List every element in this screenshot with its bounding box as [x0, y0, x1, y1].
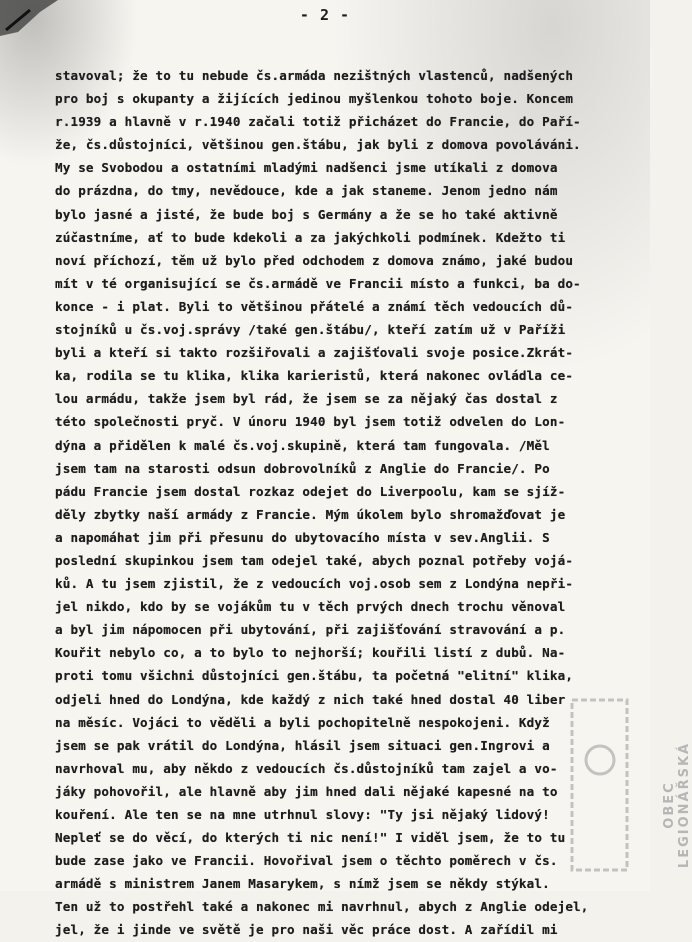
- text-line: kouření. Ale ten se na mne utrhnul slovy: "Ty jsi nějaký lidový!: [55, 807, 550, 822]
- text-line: lou armádu, takže jsem byl rád, že jsem se za nějaký čas dostal z: [55, 391, 558, 407]
- text-line: děly zbytky naší armády z Francie. Mým úkolem bylo shromažďovat je: [55, 506, 566, 522]
- text-line: odjeli hned do Londýna, kde každý z nich také hned dostal 40 liber: [55, 691, 566, 707]
- text-line: ků. A tu jsem zjistil, že z vedoucích voj.osob sem z Londýna nepři-: [55, 576, 574, 592]
- text-line: noví příchozí, těm už bylo před odchodem z domova známo, jaké budou: [55, 252, 574, 268]
- text-line: byli a kteří si takto rozšiřovali a zajišťovali svoje posice.Zkrát-: [55, 345, 574, 361]
- text-line: na měsíc. Vojáci to věděli a byli pochopitelně nespokojeni. Když: [55, 714, 550, 730]
- text-line: stavoval; že to tu nebude čs.armáda nezištných vlastenců, nadšených: [55, 68, 574, 83]
- text-line: stojníků u čs.voj.správy /také gen.štábu/, kteří zatím už v Paříži: [55, 322, 566, 338]
- text-line: bude zase jako ve Francii. Hovořival jsem o těchto poměrech v čs.: [55, 853, 558, 869]
- text-line: této společnosti pryč. V únoru 1940 byl jsem totiž odvelen do Lon-: [55, 414, 566, 430]
- text-line: dýna a přidělen k malé čs.voj.skupině, která tam fungovala. /Měl: [55, 437, 550, 453]
- text-line: jáky pohovořil, ale hlavně aby jim hned dali nějaké kapesné na to: [55, 783, 558, 799]
- text-line: poslední skupinkou jsem tam odejel také, abych poznal potřeby vojá-: [55, 552, 574, 568]
- text-line: jel, že i jinde ve světě je pro naši věc práce dost. A zařídil mi: [55, 922, 558, 938]
- text-line: a byl jim nápomocen při ubytování, při zajišťování stravování a p.: [55, 622, 566, 638]
- text-line: a napomáhat jim při přesunu do ubytovacího místa v sev.Anglii. S: [55, 529, 550, 545]
- text-line: že, čs.důstojníci, většinou gen.štábu, jak byli z domova povoláváni.: [55, 137, 581, 153]
- text-line: jsem tam na starosti odsun dobrovolníků z Anglie do Francie/. Po: [55, 460, 550, 476]
- stamp-line-2: LEGIONÁŘSKÁ: [677, 741, 692, 869]
- text-line: zúčastníme, ať to bude kdekoli a za jakýchkoli podmínek. Kdežto ti: [55, 229, 566, 245]
- text-line: r.1939 a hlavně v r.1940 začali totiž přicházet do Francie, do Paří-: [55, 114, 581, 130]
- stamp-text: [502, 741, 692, 869]
- text-line: armádě s ministrem Janem Masarykem, s nímž jsem se někdy stýkal.: [55, 876, 550, 892]
- text-line: Kouřit nebylo co, a to bylo to nejhorší; kouřili listí z dubů. Na-: [55, 645, 566, 661]
- text-line: Ten už to postřehl také a nakonec mi navrhnul, abych z Anglie odejel,: [55, 899, 589, 915]
- page-number: - 2 -: [299, 6, 351, 24]
- text-line: jel nikdo, kdo by se vojákům tu v těch prvých dnech trochu věnoval: [55, 599, 566, 615]
- text-line: pro boj s okupanty a žijících jedinou myšlenkou tohoto boje. Koncem: [55, 91, 574, 107]
- text-line: Nepleť se do věcí, do kterých ti nic není!" I viděl jsem, že to tu: [55, 830, 566, 846]
- text-line: do prázdna, do tmy, nevědouce, kde a jak staneme. Jenom jedno nám: [55, 183, 558, 199]
- text-line: bylo jasné a jisté, že bude boj s Germány a že se ho také aktivně: [55, 206, 558, 222]
- text-line: pádu Francie jsem dostal rozkaz odejet do Liverpoolu, kam se sjíž-: [55, 483, 566, 499]
- stamp-line-1: OBEC: [662, 781, 677, 829]
- text-line: mít v té organisující se čs.armádě ve Francii místo a funkci, ba do-: [55, 275, 581, 291]
- text-line: proti tomu všichni důstojníci gen.štábu, ta početná "elitní" klika,: [55, 668, 574, 684]
- text-line: ka, rodila se tu klika, klika karieristů, která nakonec ovládla ce-: [55, 368, 574, 384]
- text-line: jsem se pak vrátil do Londýna, hlásil jsem situaci gen.Ingrovi a: [55, 737, 550, 753]
- text-line: konce - i plat. Byli to většinou přátelé a známí těch vedoucích dů-: [55, 298, 574, 314]
- text-line: My se Svobodou a ostatními mladými nadšenci jsme utíkali z domova: [55, 160, 558, 176]
- text-line: navrhoval mu, aby někdo z vedoucích čs.důstojníků tam zajel a vo-: [55, 760, 558, 776]
